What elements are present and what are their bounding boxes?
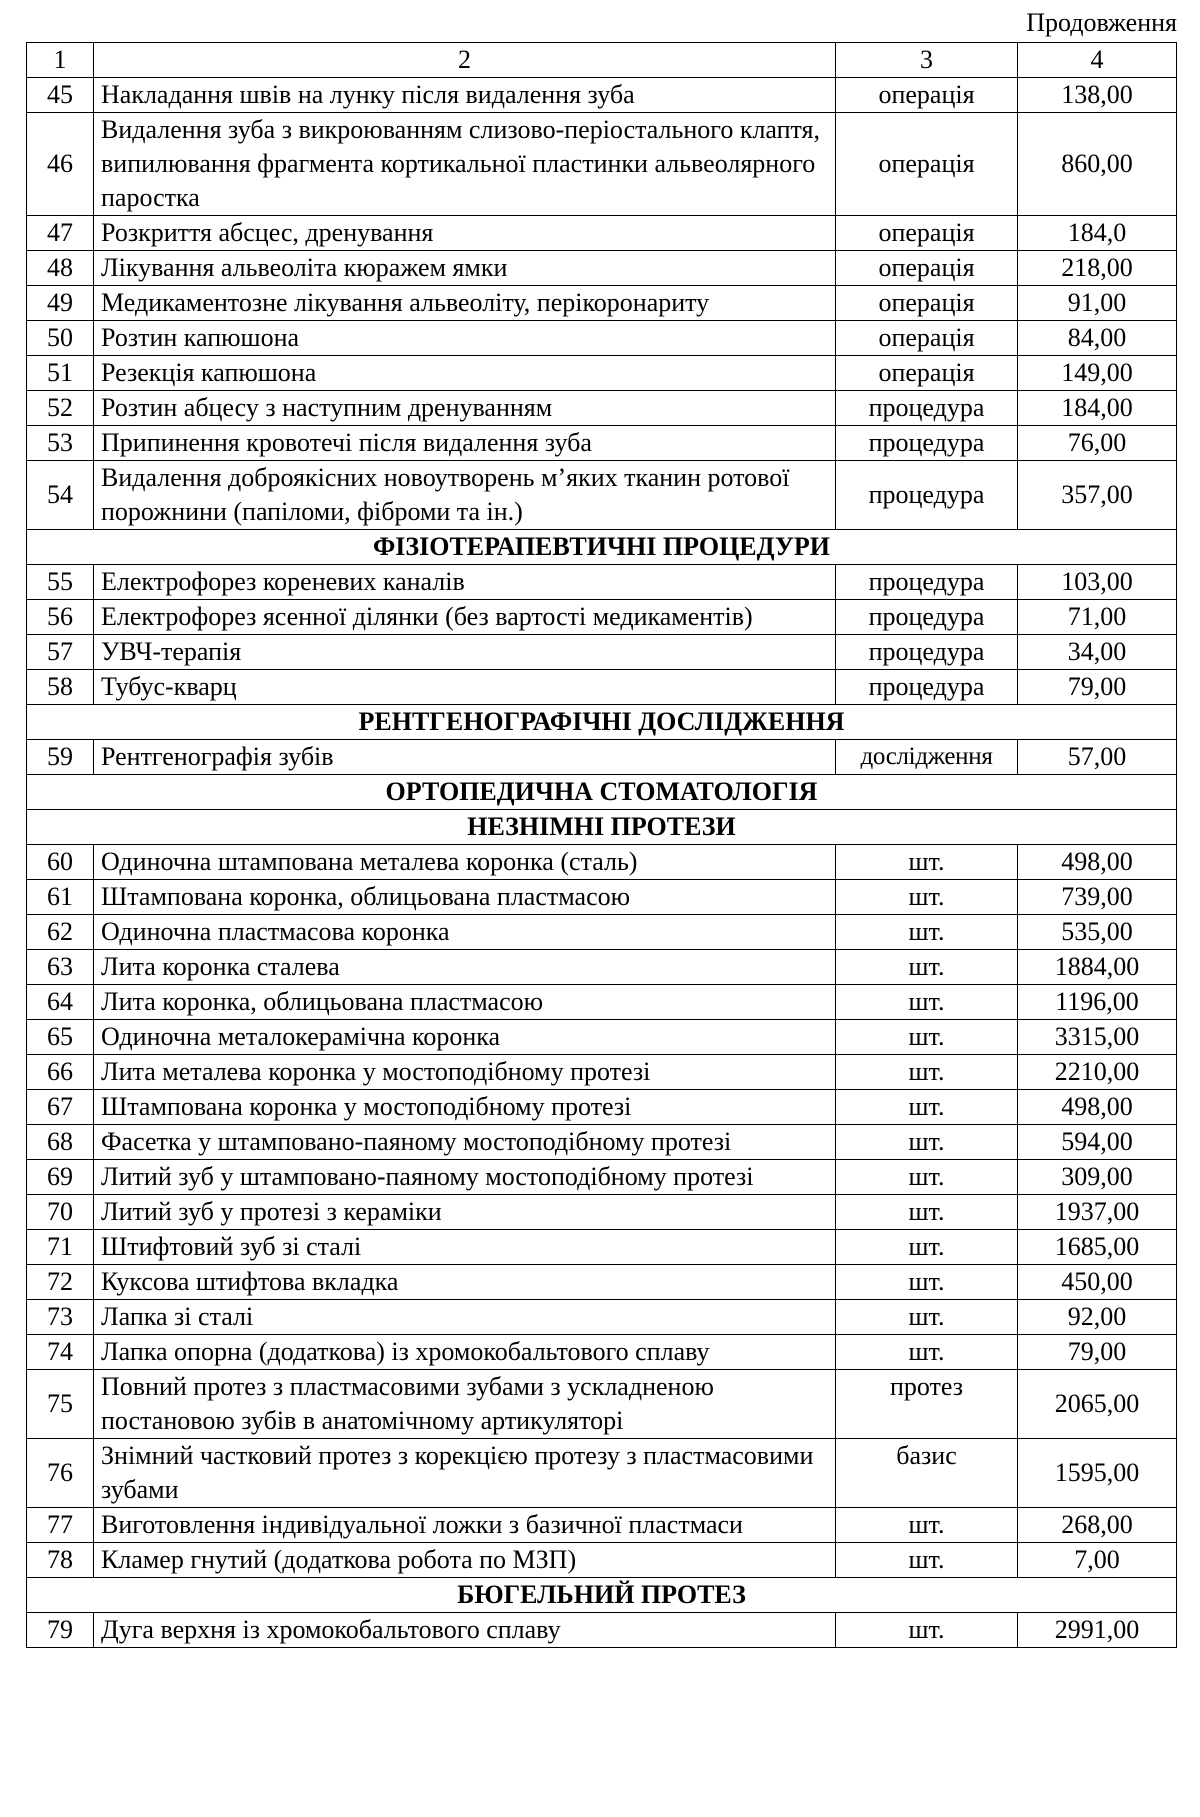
price: 1685,00: [1018, 1230, 1177, 1265]
service-name: Одиночна пластмасова коронка: [94, 915, 836, 950]
service-name: Тубус-кварц: [94, 670, 836, 705]
column-header-1: 1: [27, 43, 94, 78]
section-heading-row: [27, 1578, 1177, 1613]
unit-of-measure: шт.: [836, 1020, 1018, 1055]
table-row: [27, 740, 1177, 775]
service-name: Куксова штифтова вкладка: [94, 1265, 836, 1300]
unit-of-measure: процедура: [836, 461, 1018, 530]
price: 71,00: [1018, 600, 1177, 635]
price: 184,00: [1018, 391, 1177, 426]
table-row: [27, 1055, 1177, 1090]
service-name: Кламер гнутий (додаткова робота по МЗП): [94, 1543, 836, 1578]
price: 1595,00: [1018, 1439, 1177, 1508]
row-number: 55: [27, 565, 94, 600]
table-row: [27, 1125, 1177, 1160]
table-row: [27, 1370, 1177, 1439]
row-number: 78: [27, 1543, 94, 1578]
table-row: [27, 635, 1177, 670]
price: 1196,00: [1018, 985, 1177, 1020]
section-heading: ФІЗІОТЕРАПЕВТИЧНІ ПРОЦЕДУРИ: [27, 530, 1177, 565]
table-row: [27, 426, 1177, 461]
table-row: [27, 251, 1177, 286]
row-number: 49: [27, 286, 94, 321]
table-row: [27, 1613, 1177, 1648]
price: 1937,00: [1018, 1195, 1177, 1230]
table-row: [27, 880, 1177, 915]
unit-of-measure: шт.: [836, 1613, 1018, 1648]
service-name: Виготовлення індивідуальної ложки з базичної пластмаси: [94, 1508, 836, 1543]
row-number: 61: [27, 880, 94, 915]
price: 34,00: [1018, 635, 1177, 670]
table-row: [27, 1300, 1177, 1335]
price: 739,00: [1018, 880, 1177, 915]
table-row: [27, 845, 1177, 880]
price: 79,00: [1018, 670, 1177, 705]
unit-of-measure: шт.: [836, 1160, 1018, 1195]
table-row: [27, 950, 1177, 985]
price: 357,00: [1018, 461, 1177, 530]
row-number: 56: [27, 600, 94, 635]
row-number: 60: [27, 845, 94, 880]
row-number: 69: [27, 1160, 94, 1195]
service-name: Видалення доброякісних новоутворень м’яких тканин ротової порожнини (папіломи, фіброми та ін.): [94, 461, 836, 530]
service-name: Штампована коронка, облицьована пластмасою: [94, 880, 836, 915]
service-name: Литий зуб у протезі з кераміки: [94, 1195, 836, 1230]
table-row: [27, 356, 1177, 391]
unit-of-measure: протез: [836, 1370, 1018, 1439]
service-name: Повний протез з пластмасовими зубами з ускладненою постановою зубів в анатомічному артикуляторі: [94, 1370, 836, 1439]
row-number: 62: [27, 915, 94, 950]
row-number: 54: [27, 461, 94, 530]
table-row: [27, 985, 1177, 1020]
service-name: Фасетка у штамповано-паяному мостоподібному протезі: [94, 1125, 836, 1160]
price: 309,00: [1018, 1160, 1177, 1195]
section-heading: БЮГЕЛЬНИЙ ПРОТЕЗ: [27, 1578, 1177, 1613]
unit-of-measure: шт.: [836, 1230, 1018, 1265]
unit-of-measure: операція: [836, 113, 1018, 216]
table-row: [27, 1090, 1177, 1125]
service-name: Розтин абцесу з наступним дренуванням: [94, 391, 836, 426]
unit-of-measure: шт.: [836, 880, 1018, 915]
service-name: Резекція капюшона: [94, 356, 836, 391]
column-header-4: 4: [1018, 43, 1177, 78]
unit-of-measure: операція: [836, 216, 1018, 251]
price: 535,00: [1018, 915, 1177, 950]
unit-of-measure: процедура: [836, 670, 1018, 705]
row-number: 71: [27, 1230, 94, 1265]
column-header-row: [27, 43, 1177, 78]
column-header-2: 2: [94, 43, 836, 78]
unit-of-measure: шт.: [836, 1543, 1018, 1578]
section-heading: РЕНТГЕНОГРАФІЧНІ ДОСЛІДЖЕННЯ: [27, 705, 1177, 740]
service-name: Електрофорез ясенної ділянки (без вартості медикаментів): [94, 600, 836, 635]
row-number: 53: [27, 426, 94, 461]
table-row: [27, 915, 1177, 950]
table-row: [27, 1439, 1177, 1508]
price: 2065,00: [1018, 1370, 1177, 1439]
unit-of-measure: операція: [836, 321, 1018, 356]
section-heading: ОРТОПЕДИЧНА СТОМАТОЛОГІЯ: [27, 775, 1177, 810]
row-number: 79: [27, 1613, 94, 1648]
row-number: 46: [27, 113, 94, 216]
service-name: Лита металева коронка у мостоподібному протезі: [94, 1055, 836, 1090]
row-number: 75: [27, 1370, 94, 1439]
table-row: [27, 1265, 1177, 1300]
table-row: [27, 78, 1177, 113]
table-row: [27, 321, 1177, 356]
unit-of-measure: шт.: [836, 950, 1018, 985]
unit-of-measure: шт.: [836, 1508, 1018, 1543]
service-name: Одиночна штампована металева коронка (сталь): [94, 845, 836, 880]
section-heading-row: [27, 775, 1177, 810]
unit-of-measure: шт.: [836, 1300, 1018, 1335]
price: 498,00: [1018, 1090, 1177, 1125]
row-number: 70: [27, 1195, 94, 1230]
table-row: [27, 1335, 1177, 1370]
table-row: [27, 600, 1177, 635]
row-number: 66: [27, 1055, 94, 1090]
table-row: [27, 461, 1177, 530]
section-heading-row: [27, 810, 1177, 845]
price: 594,00: [1018, 1125, 1177, 1160]
row-number: 68: [27, 1125, 94, 1160]
section-heading-row: [27, 530, 1177, 565]
row-number: 58: [27, 670, 94, 705]
row-number: 52: [27, 391, 94, 426]
service-name: Лапка опорна (додаткова) із хромокобальтового сплаву: [94, 1335, 836, 1370]
row-number: 45: [27, 78, 94, 113]
service-name: Лита коронка сталева: [94, 950, 836, 985]
price: 103,00: [1018, 565, 1177, 600]
service-name: Накладання швів на лунку після видалення зуба: [94, 78, 836, 113]
price: 860,00: [1018, 113, 1177, 216]
unit-of-measure: шт.: [836, 985, 1018, 1020]
service-name: Знімний частковий протез з корекцією протезу з пластмасовими зубами: [94, 1439, 836, 1508]
unit-of-measure: дослідження: [836, 740, 1018, 775]
price: 1884,00: [1018, 950, 1177, 985]
service-name: Дуга верхня із хромокобальтового сплаву: [94, 1613, 836, 1648]
row-number: 57: [27, 635, 94, 670]
row-number: 73: [27, 1300, 94, 1335]
row-number: 64: [27, 985, 94, 1020]
unit-of-measure: шт.: [836, 1090, 1018, 1125]
row-number: 74: [27, 1335, 94, 1370]
table-row: [27, 1160, 1177, 1195]
unit-of-measure: базис: [836, 1439, 1018, 1508]
unit-of-measure: процедура: [836, 600, 1018, 635]
service-name: Штифтовий зуб зі сталі: [94, 1230, 836, 1265]
service-name: Лапка зі сталі: [94, 1300, 836, 1335]
service-name: Розкриття абсцес, дренування: [94, 216, 836, 251]
unit-of-measure: операція: [836, 78, 1018, 113]
table-row: [27, 391, 1177, 426]
unit-of-measure: процедура: [836, 565, 1018, 600]
unit-of-measure: операція: [836, 251, 1018, 286]
service-name: Лита коронка, облицьована пластмасою: [94, 985, 836, 1020]
price: 450,00: [1018, 1265, 1177, 1300]
service-name: Розтин капюшона: [94, 321, 836, 356]
unit-of-measure: операція: [836, 356, 1018, 391]
column-header-3: 3: [836, 43, 1018, 78]
price: 79,00: [1018, 1335, 1177, 1370]
price: 149,00: [1018, 356, 1177, 391]
unit-of-measure: шт.: [836, 845, 1018, 880]
unit-of-measure: операція: [836, 286, 1018, 321]
unit-of-measure: процедура: [836, 635, 1018, 670]
unit-of-measure: шт.: [836, 1335, 1018, 1370]
table-row: [27, 113, 1177, 216]
table-row: [27, 216, 1177, 251]
price: 138,00: [1018, 78, 1177, 113]
service-name: Електрофорез кореневих каналів: [94, 565, 836, 600]
price: 76,00: [1018, 426, 1177, 461]
unit-of-measure: шт.: [836, 1055, 1018, 1090]
table-row: [27, 670, 1177, 705]
service-name: Штампована коронка у мостоподібному протезі: [94, 1090, 836, 1125]
row-number: 77: [27, 1508, 94, 1543]
row-number: 50: [27, 321, 94, 356]
row-number: 67: [27, 1090, 94, 1125]
price: 2991,00: [1018, 1613, 1177, 1648]
price-table: [26, 42, 1177, 1648]
continuation-label: Продовження: [1026, 8, 1177, 37]
price: 218,00: [1018, 251, 1177, 286]
table-row: [27, 286, 1177, 321]
price: 184,0: [1018, 216, 1177, 251]
row-number: 72: [27, 1265, 94, 1300]
price: 2210,00: [1018, 1055, 1177, 1090]
price: 91,00: [1018, 286, 1177, 321]
table-row: [27, 1230, 1177, 1265]
service-name: Одиночна металокерамічна коронка: [94, 1020, 836, 1055]
unit-of-measure: шт.: [836, 1125, 1018, 1160]
unit-of-measure: шт.: [836, 1265, 1018, 1300]
unit-of-measure: процедура: [836, 426, 1018, 461]
service-name: УВЧ-терапія: [94, 635, 836, 670]
price: 92,00: [1018, 1300, 1177, 1335]
row-number: 76: [27, 1439, 94, 1508]
price: 268,00: [1018, 1508, 1177, 1543]
section-heading: НЕЗНІМНІ ПРОТЕЗИ: [27, 810, 1177, 845]
unit-of-measure: шт.: [836, 1195, 1018, 1230]
table-row: [27, 565, 1177, 600]
row-number: 65: [27, 1020, 94, 1055]
service-name: Литий зуб у штамповано-паяному мостоподібному протезі: [94, 1160, 836, 1195]
service-name: Припинення кровотечі після видалення зуба: [94, 426, 836, 461]
row-number: 63: [27, 950, 94, 985]
unit-of-measure: шт.: [836, 915, 1018, 950]
price: 57,00: [1018, 740, 1177, 775]
service-name: Лікування альвеоліта кюражем ямки: [94, 251, 836, 286]
section-heading-row: [27, 705, 1177, 740]
row-number: 47: [27, 216, 94, 251]
table-body: [27, 43, 1177, 1648]
price: 498,00: [1018, 845, 1177, 880]
service-name: Видалення зуба з викроюванням слизово-періостального клаптя, випилювання фрагмента кортикальної пластинки альвеолярного паростка: [94, 113, 836, 216]
row-number: 59: [27, 740, 94, 775]
row-number: 51: [27, 356, 94, 391]
unit-of-measure: процедура: [836, 391, 1018, 426]
price: 84,00: [1018, 321, 1177, 356]
service-name: Медикаментозне лікування альвеоліту, перікоронариту: [94, 286, 836, 321]
table-row: [27, 1195, 1177, 1230]
table-row: [27, 1543, 1177, 1578]
price: 7,00: [1018, 1543, 1177, 1578]
service-name: Рентгенографія зубів: [94, 740, 836, 775]
table-row: [27, 1508, 1177, 1543]
row-number: 48: [27, 251, 94, 286]
price: 3315,00: [1018, 1020, 1177, 1055]
table-row: [27, 1020, 1177, 1055]
